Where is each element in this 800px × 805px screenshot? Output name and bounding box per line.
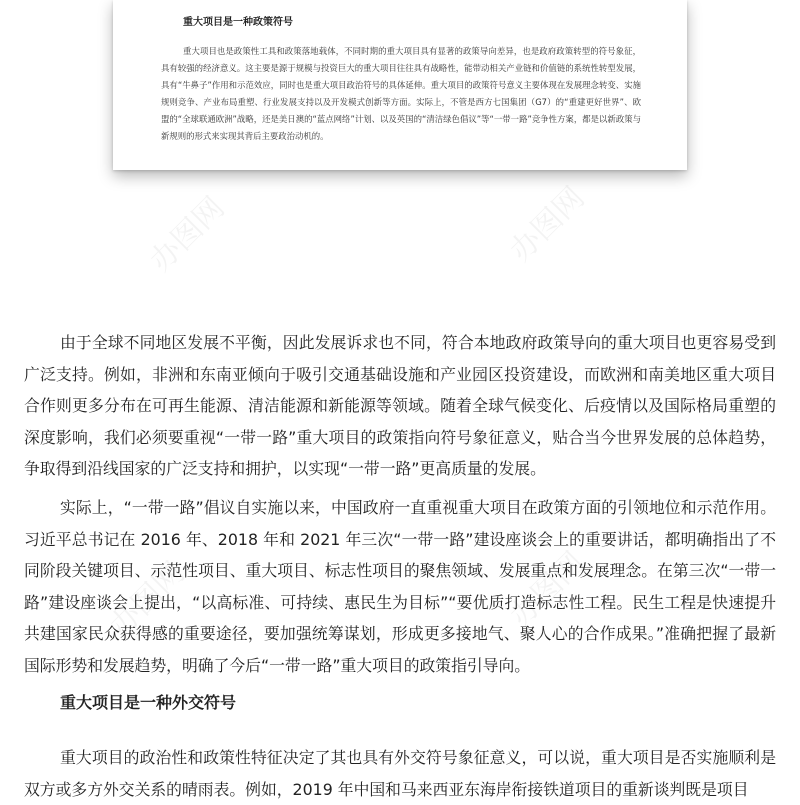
card-paragraph: 重大项目也是政策性工具和政策落地载体，不同时期的重大项目具有显著的政策导向差异，也是政府政策转型的符号象征，具有较强的经济意义。这主要是源于规模与投资巨大的重大项目往往具有战略性，能带动相关产业链和价值链的系统性转型发展，具有“牛鼻子”作用和示范效应，同时也是重大项目政治符号的具体延伸。重大项目的政策符号意义主要体现在发展理念转变、实施规则竞争、产业布局重塑、行业发展支持以及开发模式创新等方面。实际上，不管是西方七国集团（G7）的“重建更好世界”、欧盟的“全球联通欧洲”战略，还是美日澳的“蓝点网络”计划、以及英国的“清洁绿色倡议”等“一带一路”竞争性方案，都是以新政策与新规则的形式来实现其背后主要政治动机的。 xyxy=(161,46,641,141)
quoted-page-card xyxy=(113,0,687,170)
watermark xyxy=(138,185,233,280)
body-paragraph-3: 重大项目的政治性和政策性特征决定了其也具有外交符号象征意义，可以说，重大项目是否实施顺利是双方或多方外交关系的晴雨表。例如，2019 年中国和马来西亚东海岸衔接铁道项目的重新谈判既是项目 xyxy=(24,748,776,799)
watermark xyxy=(498,175,593,270)
section-heading: 重大项目是一种外交符号 xyxy=(60,693,237,712)
card-title: 重大项目是一种政策符号 xyxy=(183,17,293,28)
body-paragraph-1: 由于全球不同地区发展不平衡，因此发展诉求也不同，符合本地政府政策导向的重大项目也更容易受到广泛支持。例如，非洲和东南亚倾向于吸引交通基础设施和产业园区投资建设，而欧洲和南美地区重大项目合作则更多分布在可再生能源、清洁能源和新能源等领域。随着全球气候变化、后疫情以及国际格局重塑的深度影响，我们必须要重视“一带一路”重大项目的政策指向符号象征意义，贴合当今世界发展的总体趋势，争取得到沿线国家的广泛支持和拥护，以实现“一带一路”更高质量的发展。 xyxy=(24,333,776,478)
body-paragraph-2: 实际上，“一带一路”倡议自实施以来，中国政府一直重视重大项目在政策方面的引领地位和示范作用。习近平总书记在 2016 年、2018 年和 2021 年三次“一带一路”建设座谈会上的重要讲话，都明确指出了不同阶段关键项目、示范性项目、重大项目、标志性项目的聚焦领域、发展重点和发展理念。在第三次“一带一路”建设座谈会上提出，“以高标准、可持续、惠民生为目标”“要优质打造标志性工程。民生工程是快速提升共建国家民众获得感的重要途径，要加强统筹谋划，形成更多接地气、聚人心的合作成果。”准确把握了最新国际形势和发展趋势，明确了今后“一带一路”重大项目的政策指引导向。 xyxy=(24,498,776,675)
